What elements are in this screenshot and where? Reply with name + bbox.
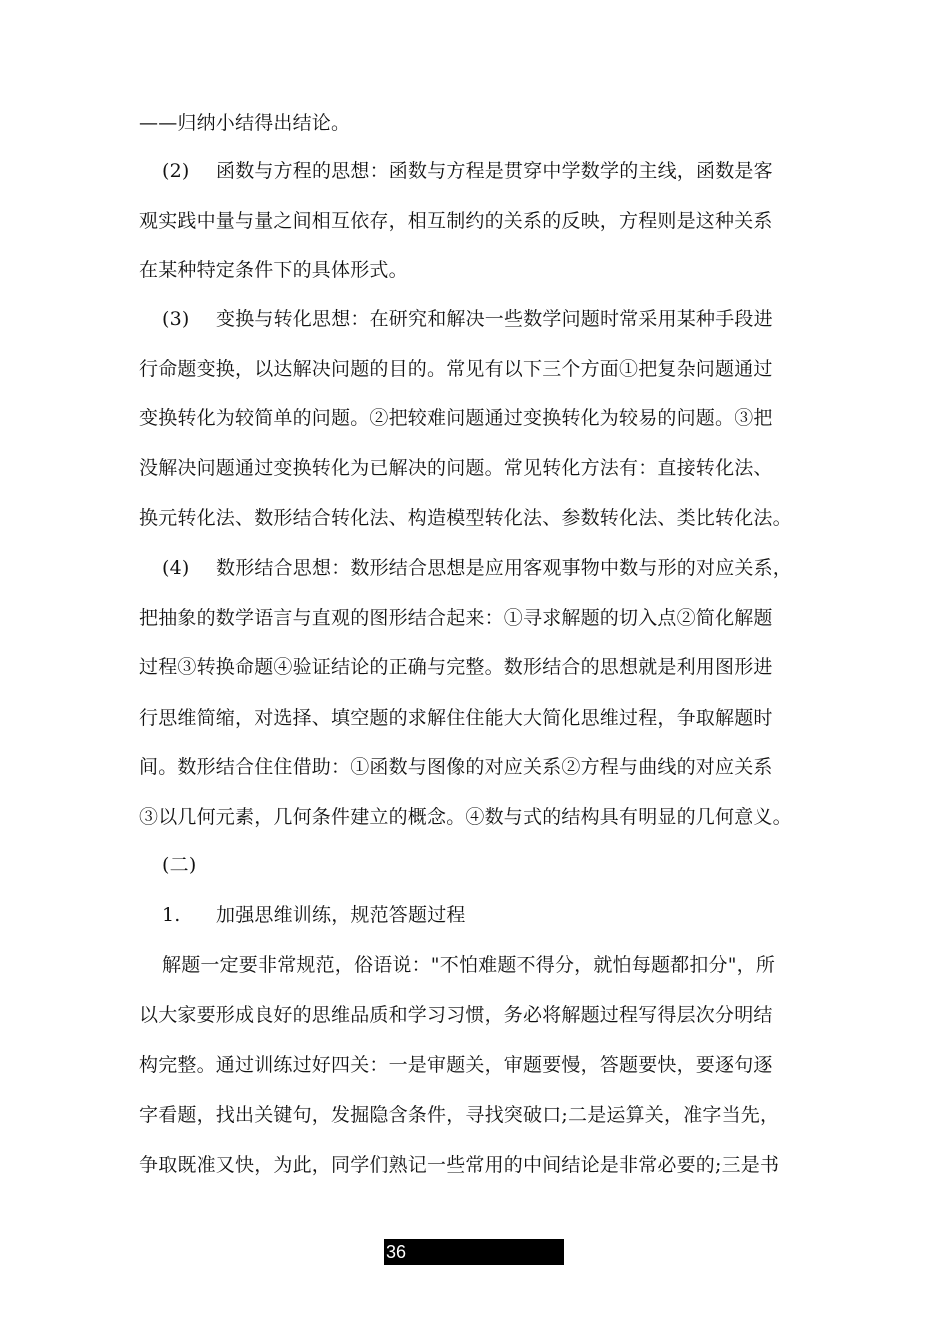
- line-text: ③以几何元素，几何条件建立的概念。④数与式的结构具有明显的几何意义。: [139, 806, 792, 828]
- text-line: [139, 506, 792, 530]
- line-text: 争取既准又快，为此，同学们熟记一些常用的中间结论是非常必要的;三是书: [139, 1154, 780, 1176]
- page-number: 36: [386, 1242, 407, 1262]
- subsection-heading: [162, 903, 466, 927]
- line-text: 以大家要形成良好的思维品质和学习习惯，务必将解题过程写得层次分明结: [139, 1004, 773, 1026]
- numbered-paragraph-start: [162, 307, 773, 331]
- section-label: (二): [162, 854, 197, 876]
- numbered-paragraph-start: [162, 159, 773, 183]
- text-line: [139, 755, 773, 779]
- line-text: 构完整。通过训练过好四关：一是审题关，审题要慢，答题要快，要逐句逐: [139, 1054, 773, 1076]
- text-line: [139, 606, 773, 630]
- numbered-paragraph-start: [162, 556, 792, 580]
- subsection-number: 1.: [162, 904, 181, 926]
- line-text: 观实践中量与量之间相互依存，相互制约的关系的反映，方程则是这种关系: [139, 210, 773, 232]
- text-line: [162, 953, 775, 977]
- line-text: 解题一定要非常规范，俗语说："不怕难题不得分，就怕每题都扣分"，所: [162, 954, 776, 976]
- line-text: 变换与转化思想：在研究和解决一些数学问题时常采用某种手段进: [216, 308, 773, 330]
- page-number-bar: [384, 1239, 564, 1265]
- text-line: [139, 1053, 773, 1077]
- line-text: 字看题，找出关键句，发掘隐含条件，寻找突破口;二是运算关，准字当先，: [139, 1104, 780, 1126]
- text-line: [139, 1153, 779, 1177]
- line-text: 间。数形结合住住借助：①函数与图像的对应关系②方程与曲线的对应关系: [139, 756, 773, 778]
- text-line: [139, 258, 408, 282]
- line-text: 把抽象的数学语言与直观的图形结合起来：①寻求解题的切入点②简化解题: [139, 607, 773, 629]
- text-line: [139, 706, 773, 730]
- line-text: 在某种特定条件下的具体形式。: [139, 259, 408, 281]
- line-text: 没解决问题通过变换转化为已解决的问题。常见转化方法有：直接转化法、: [139, 457, 773, 479]
- text-line: [139, 111, 350, 135]
- paragraph-number: (4): [162, 557, 190, 579]
- line-text: 数形结合思想：数形结合思想是应用客观事物中数与形的对应关系，: [216, 557, 793, 579]
- line-text: 行命题变换，以达解决问题的目的。常见有以下三个方面①把复杂问题通过: [139, 358, 773, 380]
- text-line: [139, 1103, 779, 1127]
- paragraph-number: (2): [162, 160, 190, 182]
- text-line: [139, 357, 773, 381]
- line-text: 函数与方程的思想：函数与方程是贯穿中学数学的主线，函数是客: [216, 160, 773, 182]
- subsection-title: 加强思维训练，规范答题过程: [216, 904, 466, 926]
- paragraph-number: (3): [162, 308, 190, 330]
- text-line: [139, 209, 773, 233]
- text-line: [139, 456, 773, 480]
- line-text: ——归纳小结得出结论。: [139, 112, 351, 134]
- line-text: 变换转化为较简单的问题。②把较难问题通过变换转化为较易的问题。③把: [139, 407, 773, 429]
- text-line: [139, 406, 773, 430]
- line-text: 过程③转换命题④验证结论的正确与完整。数形结合的思想就是利用图形进: [139, 656, 773, 678]
- text-line: [139, 655, 773, 679]
- text-line: [139, 805, 792, 829]
- section-heading: [162, 853, 196, 877]
- line-text: 行思维简缩，对选择、填空题的求解住住能大大简化思维过程，争取解题时: [139, 707, 773, 729]
- line-text: 换元转化法、数形结合转化法、构造模型转化法、参数转化法、类比转化法。: [139, 507, 792, 529]
- text-line: [139, 1003, 773, 1027]
